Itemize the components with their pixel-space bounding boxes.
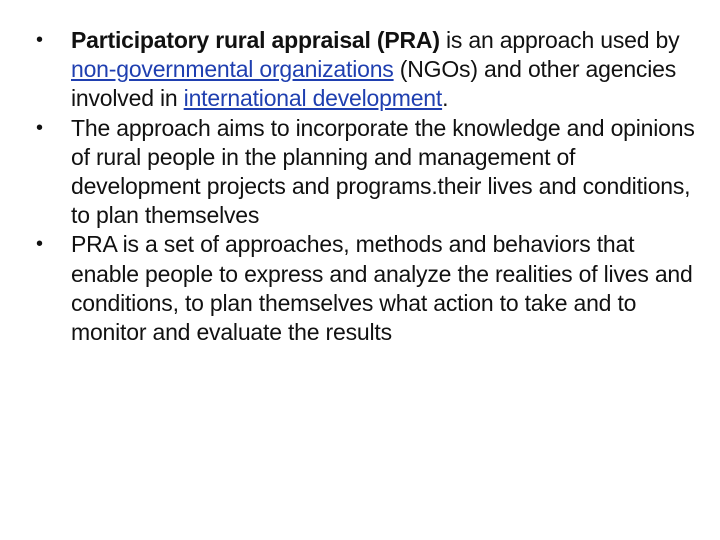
bullet-text-segment: . [442, 85, 449, 112]
ngo-link[interactable]: non-governmental organizations [71, 56, 394, 83]
bullet-marker: • [36, 29, 43, 51]
bullet-marker: • [36, 233, 43, 256]
bullet-list [36, 26, 696, 347]
bullet-text-segment: is an approach used by [439, 27, 680, 53]
pra-term: Participatory rural appraisal (PRA) [71, 27, 440, 53]
bullet-item-pra-methods [36, 230, 696, 347]
bullet-item-pra-definition [36, 26, 696, 114]
bullet-marker: • [36, 116, 43, 139]
bullet-text-segment: (NGOs) and other agencies involved in [71, 56, 677, 112]
bullet-text: The approach aims to incorporate the knowledge and opinions of rural people in the planning and management of development projects and programs.their lives and conditions, to plan themselves [71, 114, 695, 229]
bullet-item-approach-aims [36, 114, 696, 231]
international-development-link[interactable]: international development [183, 85, 443, 112]
bullet-text: PRA is a set of approaches, methods and behaviors that enable people to express and analyze the realities of lives and conditions, to plan themselves what action to take and to monitor and evaluate the results [71, 231, 693, 346]
